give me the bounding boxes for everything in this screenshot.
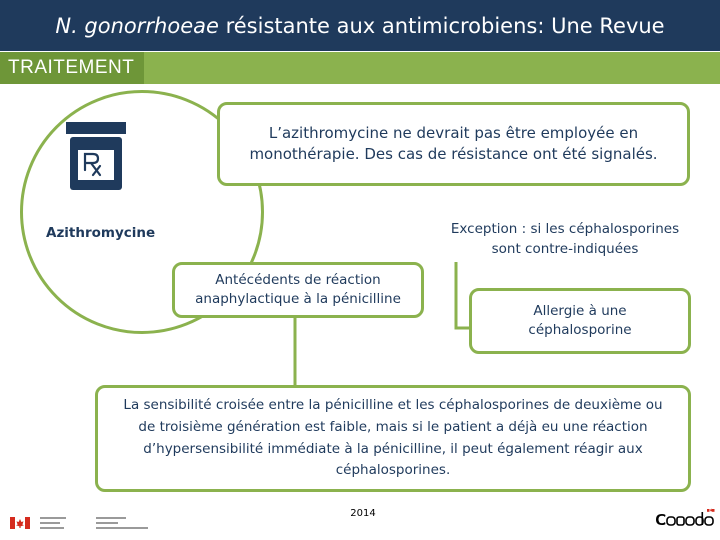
main-text-box bbox=[217, 102, 690, 186]
cross-sensitivity-text: La sensibilité croisée entre la pénicilline et les céphalosporines de deuxième ou de troisième génération est faible, mais si le patient a déjà eu une réaction d’hypersensibilité immédiate à la pénicilline, il peut également réagir aux céphalosporines. bbox=[123, 397, 663, 479]
anaphylaxis-box bbox=[172, 262, 424, 318]
section-label: TRAITEMENT bbox=[0, 52, 144, 84]
anaphylaxis-text: Antécédents de réaction anaphylactique à la pénicilline bbox=[195, 272, 401, 307]
phac-logo bbox=[8, 512, 158, 534]
exception-text: Exception : si les céphalosporines sont contre-indiquées bbox=[450, 221, 680, 258]
page-title: N. gonorrhoeae résistante aux antimicrobiens: Une Revue bbox=[55, 13, 665, 38]
year-label: 2014 bbox=[350, 508, 376, 519]
connector-exception-to-allergy bbox=[456, 262, 470, 328]
prescription-bottle-icon bbox=[64, 122, 128, 192]
title-bar bbox=[0, 0, 720, 51]
canada-wordmark bbox=[654, 508, 716, 532]
cross-sensitivity-box bbox=[95, 385, 691, 492]
allergy-box bbox=[469, 288, 691, 354]
main-text: L’azithromycine ne devrait pas être employée en monothérapie. Des cas de résistance ont été signalés. bbox=[249, 124, 658, 163]
drug-name: Azithromycine bbox=[46, 225, 156, 241]
allergy-text: Allergie à une céphalosporine bbox=[528, 303, 632, 338]
